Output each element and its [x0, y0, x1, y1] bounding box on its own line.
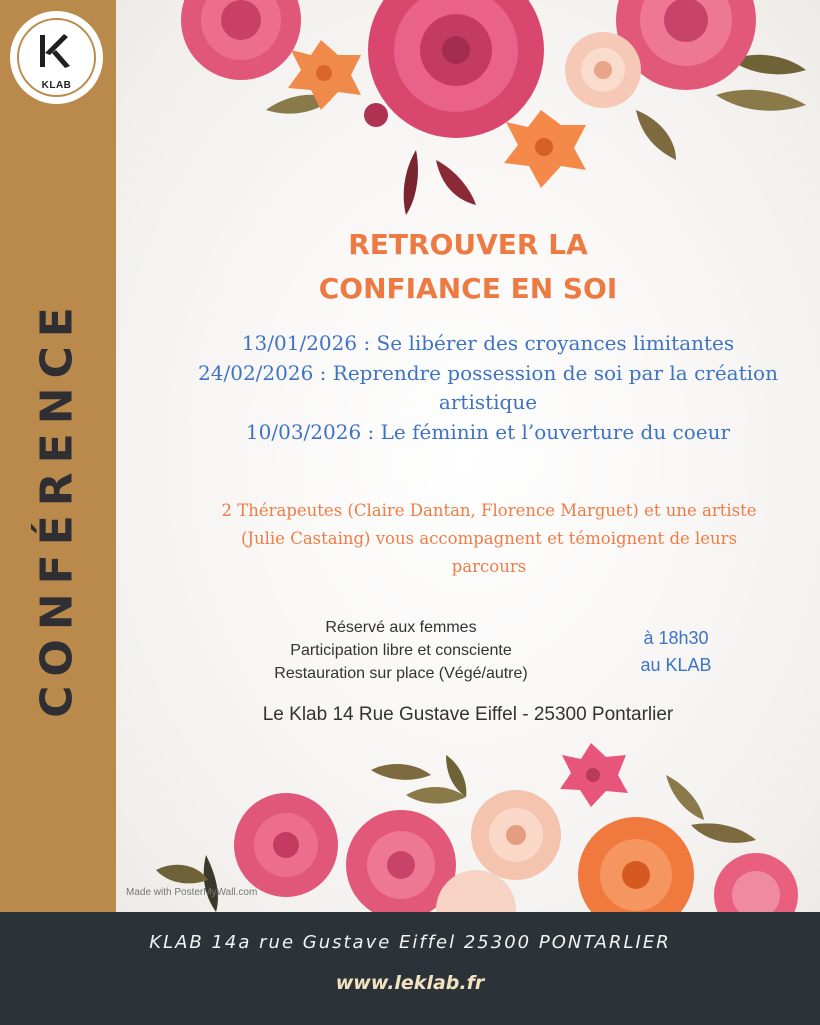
venue-address: Le Klab 14 Rue Gustave Eiffel - 25300 Pontarlier — [262, 704, 674, 725]
poster — [116, 0, 820, 912]
klab-logo[interactable] — [10, 11, 103, 104]
paper-rose-icon — [181, 0, 756, 138]
klab-logo-icon — [34, 31, 78, 71]
footer-address: KLAB 14a rue Gustave Eiffel 25300 PONTARLIER — [149, 932, 671, 953]
title-line-1: RETROUVER LA — [348, 228, 588, 261]
condition-item: Réservé aux femmes — [325, 619, 477, 636]
intervenants-text: 2 Thérapeutes (Claire Dantan, Florence Marguet) et une artiste (Julie Castaing) vous accompagnent et témoignent de leurs parcours — [221, 501, 757, 576]
horaire-place: au KLAB — [640, 655, 712, 675]
sessions-list — [176, 329, 800, 447]
session-item: 24/02/2026 : Reprendre possession de soi par la création artistique — [198, 360, 778, 414]
website-link[interactable]: www.leklab.fr — [335, 972, 485, 994]
conditions-list — [226, 616, 576, 685]
footer — [0, 912, 820, 1025]
condition-item: Participation libre et consciente — [290, 642, 512, 659]
title-line-2: CONFIANCE EN SOI — [318, 272, 618, 305]
paper-flowers-bottom — [116, 735, 820, 912]
conference-label: CONFÉRENCE — [31, 298, 83, 718]
paper-flowers-top — [116, 0, 820, 230]
watermark: Made with PosterMyWall.com — [126, 887, 258, 898]
session-item: 13/01/2026 : Se libérer des croyances limitantes — [241, 331, 735, 355]
condition-item: Restauration sur place (Végé/autre) — [274, 665, 528, 682]
horaire-time: à 18h30 — [643, 628, 709, 648]
session-item: 10/03/2026 : Le féminin et l’ouverture du coeur — [245, 419, 731, 444]
logo-text: KLAB — [41, 80, 72, 91]
horaire — [616, 625, 736, 679]
paper-flower-icon — [560, 743, 628, 807]
paper-rose-icon — [234, 790, 798, 912]
